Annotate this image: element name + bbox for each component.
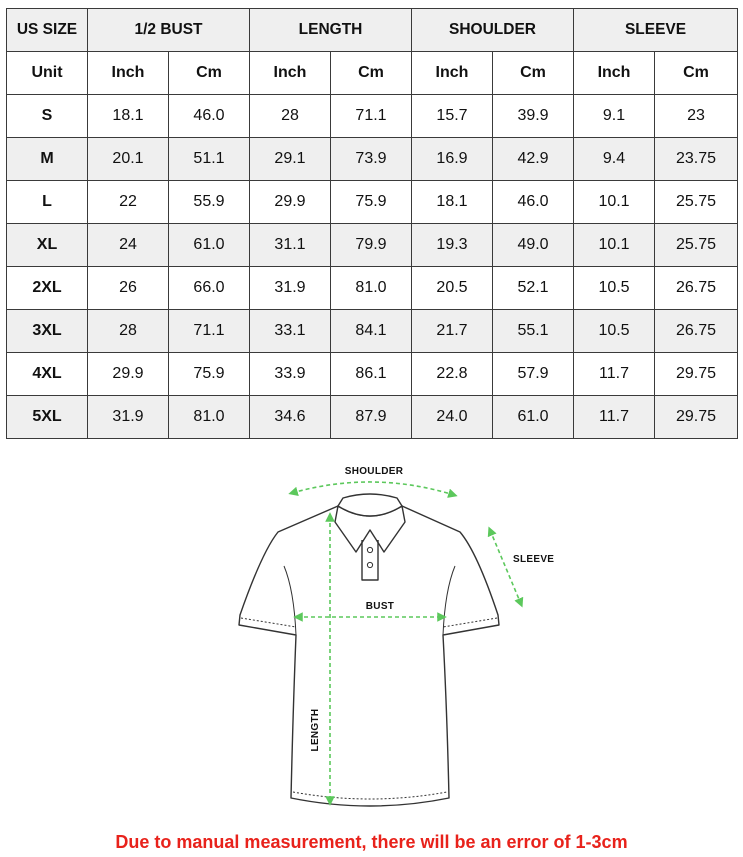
measurement-cell: 84.1: [331, 310, 412, 353]
measurement-cell: 66.0: [169, 267, 250, 310]
measurement-cell: 75.9: [331, 181, 412, 224]
measurement-cell: 55.9: [169, 181, 250, 224]
measurement-cell: 22.8: [412, 353, 493, 396]
measurement-cell: 73.9: [331, 138, 412, 181]
measurement-cell: 9.4: [574, 138, 655, 181]
size-chart-table: [6, 8, 738, 439]
size-label: 3XL: [7, 310, 88, 353]
measurement-cell: 29.1: [250, 138, 331, 181]
size-label: S: [7, 95, 88, 138]
header-shoulder: SHOULDER: [412, 9, 574, 52]
measurement-cell: 24.0: [412, 396, 493, 439]
measurement-cell: 81.0: [169, 396, 250, 439]
measurement-cell: 29.9: [88, 353, 169, 396]
header-us-size: US SIZE: [7, 9, 88, 52]
sleeve-label: SLEEVE: [513, 554, 555, 565]
measurement-cell: 21.7: [412, 310, 493, 353]
size-label: XL: [7, 224, 88, 267]
measurement-cell: 25.75: [655, 181, 738, 224]
measurement-cell: 51.1: [169, 138, 250, 181]
size-row: [7, 138, 738, 181]
measurement-cell: 20.5: [412, 267, 493, 310]
measurement-cell: 26.75: [655, 310, 738, 353]
measurement-cell: 31.9: [250, 267, 331, 310]
header-bust: 1/2 BUST: [88, 9, 250, 52]
measurement-cell: 16.9: [412, 138, 493, 181]
measurement-cell: 10.5: [574, 310, 655, 353]
unit-row: [7, 52, 738, 95]
size-rows: [7, 95, 738, 439]
shoulder-arrow: [292, 482, 454, 495]
measurement-cell: 10.1: [574, 224, 655, 267]
unit-cell: Inch: [250, 52, 331, 95]
measurement-cell: 33.9: [250, 353, 331, 396]
measurement-cell: 61.0: [493, 396, 574, 439]
size-label: M: [7, 138, 88, 181]
shoulder-label: SHOULDER: [344, 466, 404, 477]
measurement-cell: 52.1: [493, 267, 574, 310]
measurement-cell: 28: [88, 310, 169, 353]
polo-shirt-illustration: [0, 440, 743, 830]
measurement-cell: 49.0: [493, 224, 574, 267]
unit-cell: Cm: [169, 52, 250, 95]
measurement-cell: 28: [250, 95, 331, 138]
measurement-cell: 11.7: [574, 353, 655, 396]
length-label: LENGTH: [310, 708, 321, 752]
size-row: [7, 181, 738, 224]
size-row: [7, 224, 738, 267]
unit-cell: Cm: [493, 52, 574, 95]
measurement-cell: 25.75: [655, 224, 738, 267]
measurement-cell: 75.9: [169, 353, 250, 396]
bust-label: BUST: [365, 601, 395, 612]
measurement-note: Due to manual measurement, there will be an error of 1-3cm: [115, 832, 628, 852]
size-label: 5XL: [7, 396, 88, 439]
measurement-cell: 23.75: [655, 138, 738, 181]
measurement-cell: 34.6: [250, 396, 331, 439]
measurement-cell: 31.1: [250, 224, 331, 267]
measurement-cell: 29.9: [250, 181, 331, 224]
measurement-cell: 24: [88, 224, 169, 267]
measurement-cell: 19.3: [412, 224, 493, 267]
measurement-cell: 10.5: [574, 267, 655, 310]
measurement-cell: 46.0: [493, 181, 574, 224]
measurement-cell: 10.1: [574, 181, 655, 224]
shirt-outline: [239, 494, 499, 806]
measurement-cell: 42.9: [493, 138, 574, 181]
unit-cell: Inch: [412, 52, 493, 95]
measurement-cell: 86.1: [331, 353, 412, 396]
unit-cell: Cm: [655, 52, 738, 95]
measurement-diagram: [0, 440, 743, 830]
size-row: [7, 396, 738, 439]
unit-cell: Inch: [574, 52, 655, 95]
unit-cell: Cm: [331, 52, 412, 95]
unit-label: Unit: [7, 52, 88, 95]
measurement-cell: 29.75: [655, 396, 738, 439]
size-row: [7, 95, 738, 138]
measurement-cell: 26: [88, 267, 169, 310]
measurement-cell: 9.1: [574, 95, 655, 138]
size-row: [7, 267, 738, 310]
measurement-cell: 61.0: [169, 224, 250, 267]
measurement-cell: 87.9: [331, 396, 412, 439]
size-label: 4XL: [7, 353, 88, 396]
measurement-cell: 57.9: [493, 353, 574, 396]
measurement-cell: 55.1: [493, 310, 574, 353]
measurement-cell: 33.1: [250, 310, 331, 353]
measurement-cell: 29.75: [655, 353, 738, 396]
measurement-cell: 71.1: [169, 310, 250, 353]
measurement-cell: 79.9: [331, 224, 412, 267]
size-label: L: [7, 181, 88, 224]
size-label: 2XL: [7, 267, 88, 310]
measurement-cell: 18.1: [88, 95, 169, 138]
header-length: LENGTH: [250, 9, 412, 52]
measurement-cell: 20.1: [88, 138, 169, 181]
measurement-cell: 18.1: [412, 181, 493, 224]
measurement-cell: 22: [88, 181, 169, 224]
measurement-cell: 23: [655, 95, 738, 138]
measurement-cell: 81.0: [331, 267, 412, 310]
sleeve-arrow: [490, 530, 521, 604]
measurement-cell: 71.1: [331, 95, 412, 138]
measurement-cell: 31.9: [88, 396, 169, 439]
measurement-cell: 15.7: [412, 95, 493, 138]
measurement-cell: 26.75: [655, 267, 738, 310]
unit-cell: Inch: [88, 52, 169, 95]
measurement-cell: 11.7: [574, 396, 655, 439]
header-sleeve: SLEEVE: [574, 9, 738, 52]
measurement-cell: 46.0: [169, 95, 250, 138]
header-row: [7, 9, 738, 52]
size-row: [7, 310, 738, 353]
measurement-cell: 39.9: [493, 95, 574, 138]
size-row: [7, 353, 738, 396]
